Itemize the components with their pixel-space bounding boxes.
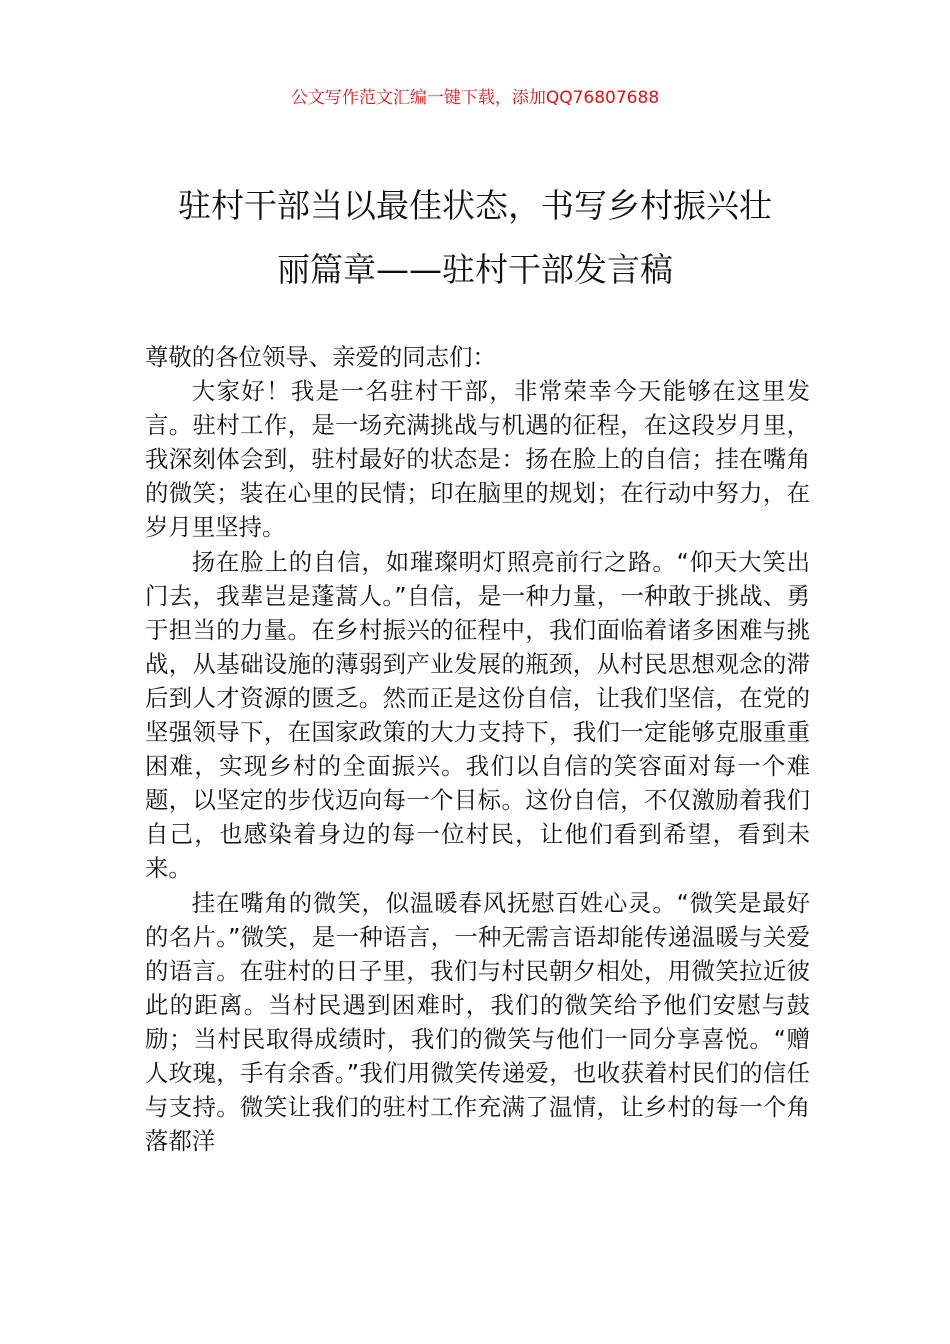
paragraph-greeting: 大家好！我是一名驻村干部，非常荣幸今天能够在这里发言。驻村工作，是一场充满挑战与机遇的征程，在这段岁月里，我深刻体会到，驻村最好的状态是：扬在脸上的自信；挂在嘴角的微笑；装在心里的民情；印在脑里的规划；在行动中努力，在岁月里坚持。 <box>145 377 810 542</box>
salutation: 尊敬的各位领导、亲爱的同志们： <box>145 343 496 371</box>
download-banner: 公文写作范文汇编一键下载，添加QQ76807688 <box>290 88 660 108</box>
paragraph-smile: 挂在嘴角的微笑，似温暖春风抚慰百姓心灵。“微笑是最好的名片。”微笑，是一种语言，一种无需言语却能传递温暖与关爱的语言。在驻村的日子里，我们与村民朝夕相处，用微笑拉近彼此的距离。当村民遇到困难时，我们的微笑给予他们安慰与鼓励；当村民取得成绩时，我们的微笑与他们一同分享喜悦。“赠人玫瑰，手有余香。”我们用微笑传递爱，也收获着村民们的信任与支持。微笑让我们的驻村工作充满了温情，让乡村的每一个角落都洋 <box>145 888 810 1156</box>
title-line-1: 驻村干部当以最佳状态，书写乡村振兴壮 <box>178 186 772 225</box>
paragraph-confidence: 扬在脸上的自信，如璀璨明灯照亮前行之路。“仰天大笑出门去，我辈岂是蓬蒿人。”自信，是一种力量，一种敢于挑战、勇于担当的力量。在乡村振兴的征程中，我们面临着诸多困难与挑战，从基础设施的薄弱到产业发展的瓶颈，从村民思想观念的滞后到人才资源的匮乏。然而正是这份自信，让我们坚信，在党的坚强领导下，在国家政策的大力支持下，我们一定能够克服重重困难，实现乡村的全面振兴。我们以自信的笑容面对每一个难题，以坚定的步伐迈向每一个目标。这份自信，不仅激励着我们自己，也感染着身边的每一位村民，让他们看到希望，看到未来。 <box>145 547 810 883</box>
title-line-2: 丽篇章——驻村干部发言稿 <box>277 250 673 289</box>
document-body <box>145 340 810 1158</box>
document-title <box>120 174 830 302</box>
